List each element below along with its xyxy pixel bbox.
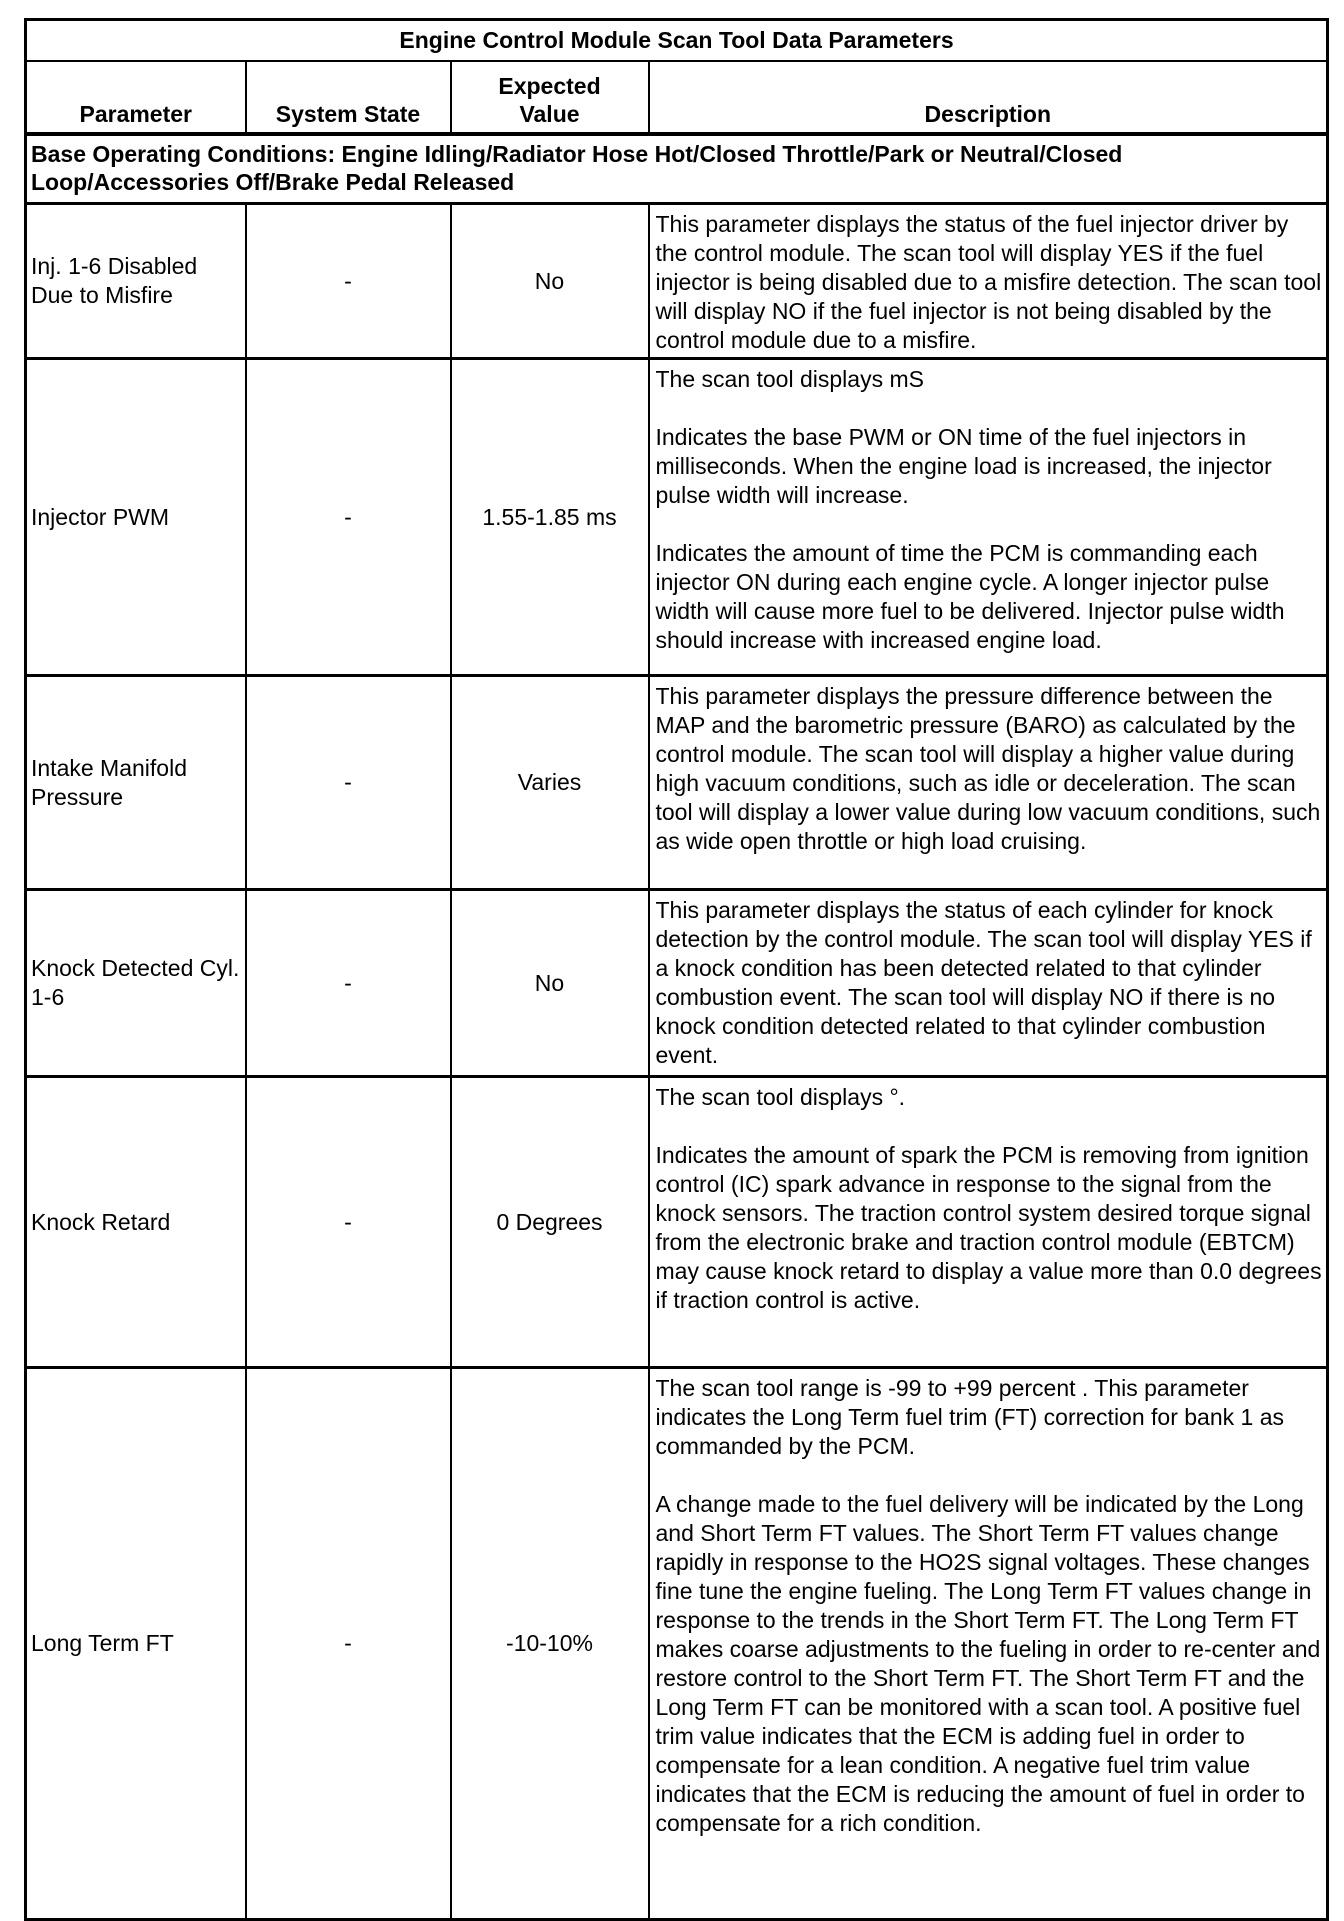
cell-description: [649, 1368, 1328, 1920]
cell-parameter: Knock Detected Cyl. 1-6: [26, 890, 246, 1077]
column-header-parameter: Parameter: [26, 61, 246, 134]
table-row: [26, 1077, 1328, 1368]
cell-expected-value: -10-10%: [451, 1368, 649, 1920]
description-paragraph: The scan tool range is -99 to +99 percent . This parameter indicates the Long Term fuel trim (FT) correction for bank 1 as commanded by the PCM.: [655, 1375, 1285, 1459]
cell-system-state: -: [246, 204, 451, 359]
cell-description: [649, 359, 1328, 676]
description-paragraph: Indicates the base PWM or ON time of the fuel injectors in milliseconds. When the engine load is increased, the injector pulse width will increase.: [655, 424, 1272, 508]
cell-parameter: Inj. 1-6 Disabled Due to Misfire: [26, 204, 246, 359]
table-row: [26, 676, 1328, 890]
description-paragraph: This parameter displays the status of the fuel injector driver by the control module. The scan tool will display YES if the fuel injector is being disabled due to a misfire detection. The scan tool will display NO if the fuel injector is not being disabled by the control module due to a misfire.: [655, 211, 1322, 353]
cell-parameter: Long Term FT: [26, 1368, 246, 1920]
cell-parameter: Injector PWM: [26, 359, 246, 676]
cell-description: [649, 204, 1328, 359]
description-paragraph: The scan tool displays °.: [655, 1084, 906, 1110]
cell-expected-value: 0 Degrees: [451, 1077, 649, 1368]
cell-description: [649, 890, 1328, 1077]
cell-expected-value: No: [451, 890, 649, 1077]
table-row: [26, 359, 1328, 676]
column-header-description: Description: [649, 61, 1328, 134]
table-title-row: [26, 20, 1328, 62]
table-row: [26, 1368, 1328, 1920]
cell-description: [649, 1077, 1328, 1368]
description-paragraph: Indicates the amount of time the PCM is commanding each injector ON during each engine cycle. A longer injector pulse width will cause more fuel to be delivered. Injector pulse width should increase with increased engine load.: [655, 540, 1285, 653]
cell-expected-value: 1.55-1.85 ms: [451, 359, 649, 676]
cell-description: [649, 676, 1328, 890]
cell-system-state: -: [246, 676, 451, 890]
cell-expected-value: Varies: [451, 676, 649, 890]
table-header-row: [26, 61, 1328, 134]
conditions-row: [26, 134, 1328, 204]
description-paragraph: Indicates the amount of spark the PCM is removing from ignition control (IC) spark advance in response to the signal from the knock sensors. The traction control system desired torque signal from the electronic brake and traction control module (EBTCM) may cause knock retard to display a value more than 0.0 degrees if traction control is active.: [655, 1142, 1322, 1313]
cell-system-state: -: [246, 1077, 451, 1368]
cell-system-state: -: [246, 1368, 451, 1920]
description-paragraph: The scan tool displays mS: [655, 366, 924, 392]
cell-system-state: -: [246, 890, 451, 1077]
document-page: [24, 18, 1326, 1921]
column-header-expected-value-label: Expected Value: [498, 73, 601, 127]
cell-parameter: Knock Retard: [26, 1077, 246, 1368]
cell-expected-value: No: [451, 204, 649, 359]
description-paragraph: This parameter displays the status of each cylinder for knock detection by the control module. The scan tool will display YES if a knock condition has been detected related to that cylinder combustion event. The scan tool will display NO if there is no knock condition detected related to that cylinder combustion event.: [655, 897, 1312, 1068]
column-header-system-state: System State: [246, 61, 451, 134]
description-paragraph: This parameter displays the pressure difference between the MAP and the barometric pressure (BARO) as calculated by the control module. The scan tool will display a higher value during high vacuum conditions, such as idle or deceleration. The scan tool will display a lower value during low vacuum conditions, such as wide open throttle or high load cruising.: [655, 683, 1321, 854]
cell-system-state: -: [246, 359, 451, 676]
table-row: [26, 890, 1328, 1077]
description-paragraph: A change made to the fuel delivery will be indicated by the Long and Short Term FT values. The Short Term FT values change rapidly in response to the HO2S signal voltages. These changes fine tune the engine fueling. The Long Term FT values change in response to the trends in the Short Term FT. The Long Term FT makes coarse adjustments to the fueling in order to re-center and restore control to the Short Term FT. The Short Term FT and the Long Term FT can be monitored with a scan tool. A positive fuel trim value indicates that the ECM is adding fuel in order to compensate for a lean condition. A negative fuel trim value indicates that the ECM is reducing the amount of fuel in order to compensate for a rich condition.: [655, 1491, 1321, 1836]
table-title: Engine Control Module Scan Tool Data Parameters: [26, 20, 1328, 62]
column-header-expected-value: [451, 61, 649, 134]
table-row: [26, 204, 1328, 359]
cell-parameter: Intake Manifold Pressure: [26, 676, 246, 890]
base-operating-conditions: Base Operating Conditions: Engine Idling/Radiator Hose Hot/Closed Throttle/Park or Neutral/Closed Loop/Accessories Off/Brake Pedal Released: [26, 134, 1328, 204]
scan-tool-data-table: [24, 18, 1329, 1921]
